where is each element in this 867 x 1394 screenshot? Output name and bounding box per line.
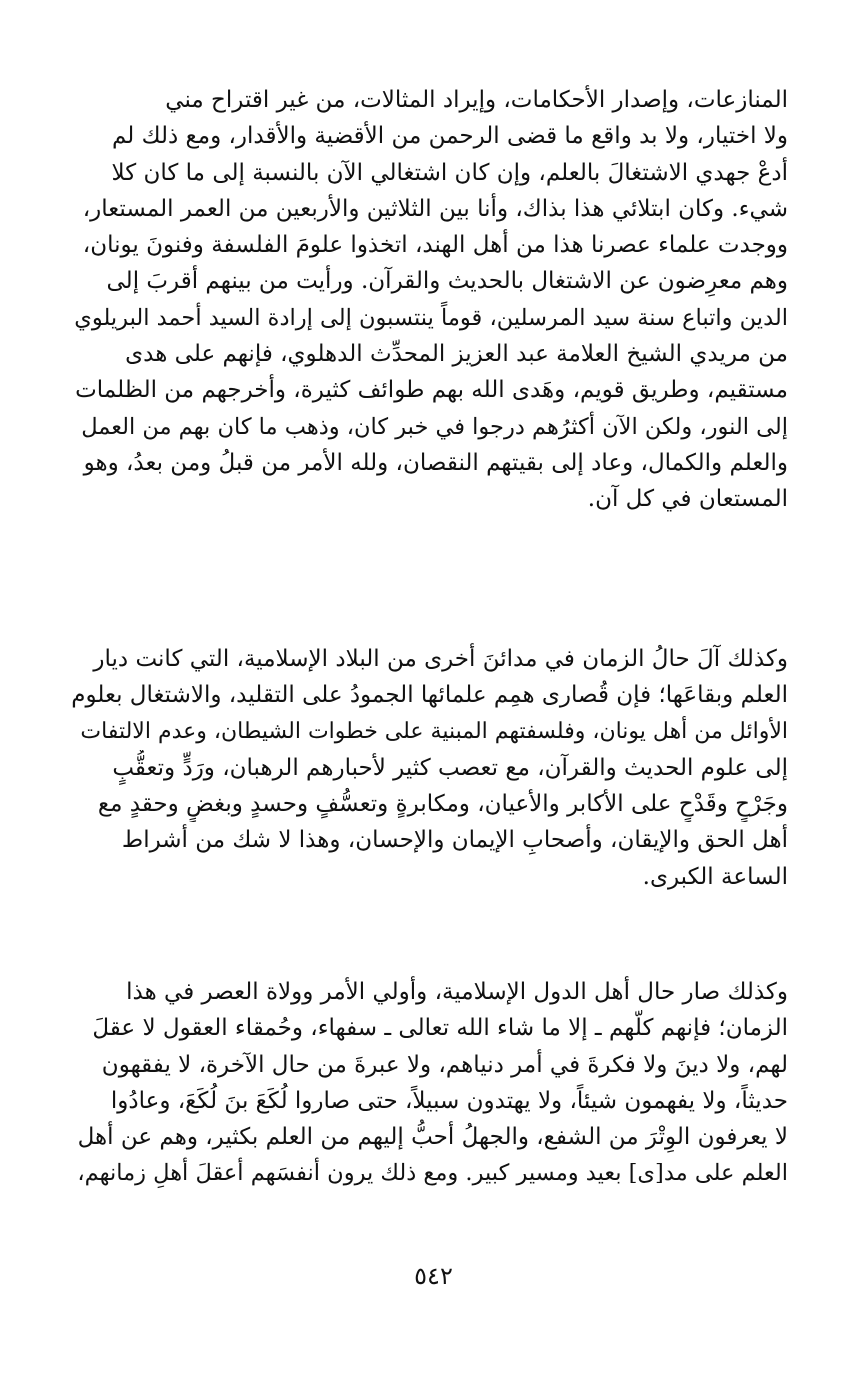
text-line: ولا اختيار، ولا بد واقع ما قضى الرحمن من الأقضية والأقدار، ومع ذلك لم bbox=[111, 123, 788, 150]
text-line: الدين واتباع سنة سيد المرسلين، قوماً ينتسبون إلى إرادة السيد أحمد البريلوي bbox=[74, 304, 788, 331]
text-line: لا يعرفون الوِتْرَ من الشفع، والجهلُ أحبُّ إليهم من العلم بكثير، وهم عن أهل bbox=[77, 1124, 788, 1151]
paragraph-3 bbox=[70, 974, 788, 1192]
text-line: وجَرْحٍ وقَدْحٍ على الأكابر والأعيان، ومكابرةٍ وتعسُّفٍ وحسدٍ وبغضٍ وحقدٍ مع bbox=[97, 791, 788, 818]
text-line: وهم معرِضون عن الاشتغال بالحديث والقرآن. ورأيت من بينهم أقربَ إلى bbox=[106, 268, 788, 295]
text-line: أهل الحق والإيقان، وأصحابِ الإيمان والإحسان، وهذا لا شك من أشراط bbox=[121, 827, 788, 854]
text-line: إلى النور، ولكن الآن أكثرُهم درجوا في خبر كان، وذهب ما كان بهم من العمل bbox=[81, 413, 788, 440]
text-line: حديثاً، ولا يفهمون شيئاً، ولا يهتدون سبيلاً، حتى صاروا لُكَعَ بنَ لُكَعَ، وعادُوا bbox=[110, 1087, 788, 1114]
text-line: الساعة الكبرى. bbox=[642, 863, 788, 890]
text-line: ووجدت علماء عصرنا هذا من أهل الهند، اتخذوا علومَ الفلسفة وفنونَ يونان، bbox=[82, 232, 788, 259]
text-line: الزمان؛ فإنهم كلَّهم ـ إلا ما شاء الله تعالى ـ سفهاء، وحُمقاء العقول لا عقلَ bbox=[92, 1015, 788, 1042]
text-line: والعلم والكمال، وعاد إلى بقيتهم النقصان، ولله الأمر من قبلُ ومن بعدُ، وهو bbox=[83, 449, 788, 476]
text-line: لهم، ولا دينَ ولا فكرةَ في أمر دنياهم، ولا عبرةَ من حال الآخرة، لا يفقهون bbox=[101, 1051, 788, 1078]
text-line: المستعان في كل آن. bbox=[587, 486, 788, 513]
text-line: العلم على مد[ى] بعيد ومسير كبير. ومع ذلك يرون أنفسَهم أعقلَ أهلِ زمانهم، bbox=[77, 1160, 788, 1187]
text-line: من مريدي الشيخ العلامة عبد العزيز المحدِّث الدهلوي، فإنهم على هدى bbox=[125, 341, 788, 368]
text-line: مستقيم، وطريق قويم، وهَدى الله بهم طوائف كثيرة، وأخرجهم من الظلمات bbox=[75, 377, 788, 404]
text-line: شيء. وكان ابتلائي هذا بذاك، وأنا بين الثلاثين والأربعين من العمر المستعار، bbox=[82, 195, 788, 222]
text-line: المنازعات، وإصدار الأحكامات، وإيراد المثالات، من غير اقتراح مني bbox=[165, 87, 788, 113]
paragraph-1 bbox=[70, 82, 788, 518]
text-line: الأوائل من أهل يونان، وفلسفتهم المبنية على خطوات الشيطان، وعدم الالتفات bbox=[80, 718, 788, 744]
text-line: العلم وبقاعَها؛ فإن قُصارى همِم علمائها الجمودُ على التقليد، والاشتغال بعلوم bbox=[71, 682, 788, 709]
text-line: وكذلك صار حال أهل الدول الإسلامية، وأولي الأمر وولاة العصر في هذا bbox=[126, 979, 788, 1005]
text-line: وكذلك آلَ حالُ الزمان في مدائنَ أخرى من البلاد الإسلامية، التي كانت ديار bbox=[93, 646, 788, 672]
paragraph-2 bbox=[70, 641, 788, 895]
page-number: ٥٤٢ bbox=[414, 1262, 453, 1290]
text-line: إلى علوم الحديث والقرآن، مع تعصب كثير لأحبارهم الرهبان، ورَدٍّ وتعقُّبٍ bbox=[112, 754, 788, 781]
text-line: أدعْ جهدي الاشتغالَ بالعلم، وإن كان اشتغالي الآن بالنسبة إلى ما كان كلا bbox=[111, 159, 788, 186]
